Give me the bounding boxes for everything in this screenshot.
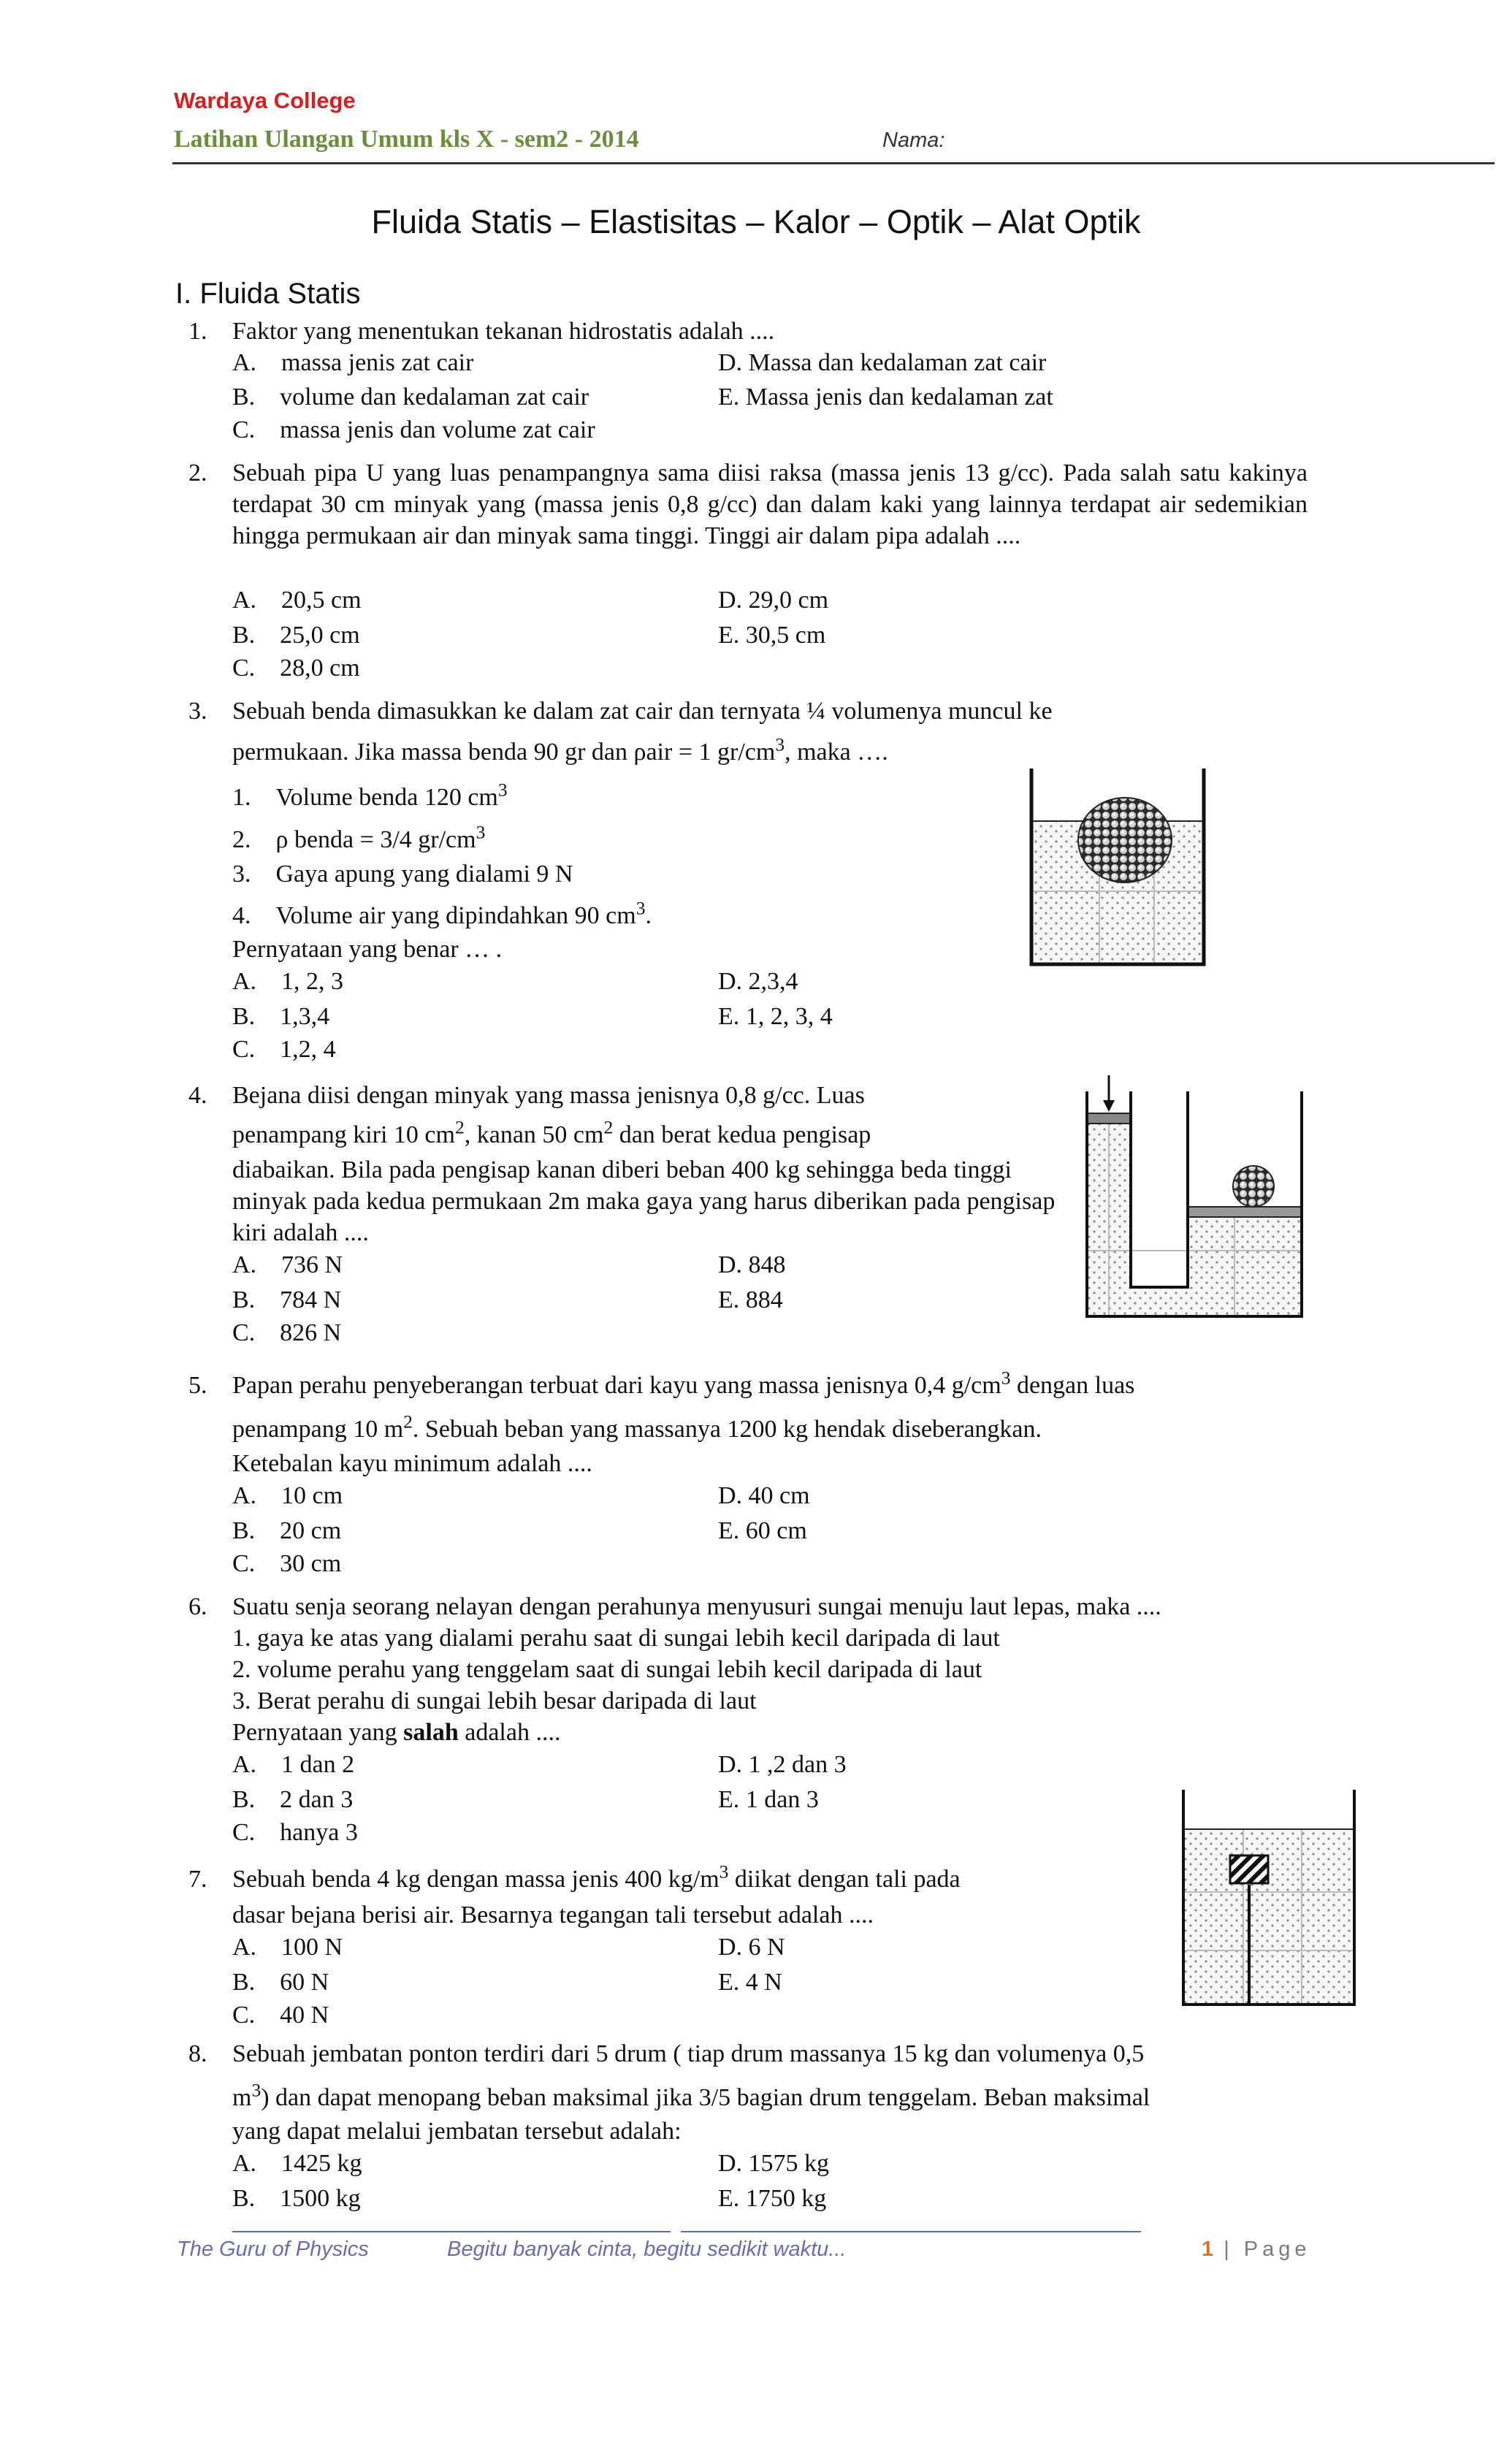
q2-option-a: A. 20,5 cm <box>232 587 362 614</box>
q2-option-d: D. 29,0 cm <box>718 587 829 614</box>
q4-line2: penampang kiri 10 $cm^2$, kanan 50 $cm^2$ dan berat kedua pengisap <box>232 1116 871 1148</box>
q5-option-e: E. 60 cm <box>718 1517 807 1544</box>
college-name: Wardaya College <box>174 88 356 113</box>
q3-option-b: B. 1,3,4 <box>232 1003 330 1030</box>
q2-option-e: E. 30,5 cm <box>718 622 826 649</box>
q8-line3: yang dapat melalui jembatan tersebut adalah: <box>232 2118 682 2145</box>
q5-number: 5. <box>188 1372 207 1399</box>
q5-line3: Ketebalan kayu minimum adalah .... <box>232 1450 592 1477</box>
q7-option-b: B. 60 N <box>232 1969 329 1996</box>
q1-option-c: C. massa jenis dan volume zat cair <box>232 416 595 443</box>
q2-option-c: C. 28,0 cm <box>232 655 360 682</box>
q1-option-a: A. massa jenis zat cair <box>232 349 474 376</box>
page-number: 1 | Page <box>1202 2238 1311 2261</box>
q6-option-b: B. 2 dan 3 <box>232 1786 354 1813</box>
q4-line3: diabaikan. Bila pada pengisap kanan diberi beban 400 kg sehingga beda tinggi minyak pada kedua permukaan 2m maka gaya yang harus diberikan pada pengisap kiri adalah .... <box>232 1156 1056 1246</box>
q5-option-d: D. 40 cm <box>718 1482 810 1509</box>
q7-option-c: C. 40 N <box>232 2002 329 2029</box>
q5-option-a: A. 10 cm <box>232 1482 343 1509</box>
q4-hydraulic-figure <box>1081 1075 1308 1324</box>
q5-line1: Papan perahu penyeberangan terbuat dari kayu yang massa jenisnya 0,4 $g/cm^3$ dengan luas <box>232 1367 1135 1399</box>
q2-number: 2. <box>188 459 207 487</box>
footer-divider-right <box>681 2231 1141 2232</box>
q8-option-a: A. 1425 kg <box>232 2150 362 2177</box>
q3-prompt: Pernyataan yang benar … . <box>232 936 503 963</box>
q3-number: 3. <box>188 698 207 725</box>
q5-line2: penampang 10 $m^2$. Sebuah beban yang massanya 1200 kg hendak diseberangkan. <box>232 1411 1042 1443</box>
q6-prompt: Pernyataan yang salah adalah .... <box>232 1719 561 1746</box>
q4-option-d: D. 848 <box>718 1251 786 1278</box>
header-divider <box>172 162 1495 164</box>
q6-option-d: D. 1 ,2 dan 3 <box>718 1751 847 1778</box>
q6-text: Suatu senja seorang nelayan dengan perahunya menyusuri sungai menuju laut lepas, maka .... <box>232 1593 1161 1620</box>
q6-option-c: C. hanya 3 <box>232 1819 358 1846</box>
q8-option-d: D. 1575 kg <box>718 2150 830 2177</box>
q4-option-b: B. 784 N <box>232 1286 342 1313</box>
q3-floating-ball-figure <box>1023 767 1213 972</box>
q7-line2: dasar bejana berisi air. Besarnya tegangan tali tersebut adalah .... <box>232 1902 874 1929</box>
q1-option-e: E. Massa jenis dan kedalaman zat <box>718 384 1053 411</box>
q1-option-b: B. volume dan kedalaman zat cair <box>232 384 589 411</box>
footer-divider-left <box>232 2231 671 2232</box>
q7-tied-block-figure <box>1178 1790 1360 2009</box>
q3-statement-1: 1. Volume benda 120 $cm^3$ <box>232 779 508 811</box>
q2-option-b: B. 25,0 cm <box>232 622 360 649</box>
section-heading: I. Fluida Statis <box>175 278 361 310</box>
q6-statement-3: 3. Berat perahu di sungai lebih besar daripada di laut <box>232 1687 757 1714</box>
page-title: Fluida Statis – Elastisitas – Kalor – Optik – Alat Optik <box>371 203 1141 240</box>
q8-option-b: B. 1500 kg <box>232 2185 361 2212</box>
q8-line1: Sebuah jembatan ponton terdiri dari 5 drum ( tiap drum massanya 15 kg dan volumenya 0,5 <box>232 2040 1145 2067</box>
q7-option-e: E. 4 N <box>718 1969 782 1996</box>
q3-option-c: C. 1,2, 4 <box>232 1036 336 1063</box>
q6-statement-2: 2. volume perahu yang tenggelam saat di sungai lebih kecil daripada di laut <box>232 1656 982 1683</box>
q1-number: 1. <box>188 318 207 345</box>
q3-option-e: E. 1, 2, 3, 4 <box>718 1003 833 1030</box>
q7-line1: Sebuah benda 4 kg dengan massa jenis 400 $kg/m^3$ diikat dengan tali pada <box>232 1861 961 1893</box>
footer-author: The Guru of Physics <box>177 2238 369 2261</box>
q4-option-a: A. 736 N <box>232 1251 343 1278</box>
q8-number: 8. <box>188 2040 207 2067</box>
name-label: Nama: <box>882 129 945 152</box>
q3-line1: Sebuah benda dimasukkan ke dalam zat cair dan ternyata ¼ volumenya muncul ke <box>232 698 1053 725</box>
q8-option-e: E. 1750 kg <box>718 2185 827 2212</box>
q3-statement-2: 2. ρ benda = 3/4 $gr/cm^3$ <box>232 821 486 853</box>
q3-option-a: A. 1, 2, 3 <box>232 968 344 995</box>
footer-quote: Begitu banyak cinta, begitu sedikit waktu... <box>447 2238 847 2261</box>
q5-option-c: C. 30 cm <box>232 1550 342 1577</box>
q6-option-a: A. 1 dan 2 <box>232 1751 355 1778</box>
q8-line2: $m^3$) dan dapat menopang beban maksimal jika 3/5 bagian drum tenggelam. Beban maksimal <box>232 2079 1150 2111</box>
exam-title: Latihan Ulangan Umum kls X - sem2 - 2014 <box>174 126 639 153</box>
q5-option-b: B. 20 cm <box>232 1517 342 1544</box>
q4-line1: Bejana diisi dengan minyak yang massa jenisnya 0,8 g/cc. Luas <box>232 1082 865 1109</box>
q4-number: 4. <box>188 1082 207 1109</box>
q6-statement-1: 1. gaya ke atas yang dialami perahu saat di sungai lebih kecil daripada di laut <box>232 1625 1000 1652</box>
q7-option-d: D. 6 N <box>718 1934 785 1961</box>
q7-option-a: A. 100 N <box>232 1934 343 1961</box>
q3-statement-3: 3. Gaya apung yang dialami 9 N <box>232 861 573 888</box>
q6-number: 6. <box>188 1593 207 1620</box>
q2-text: Sebuah pipa U yang luas penampangnya sama diisi raksa (massa jenis 13 g/cc). Pada salah satu kakinya terdapat 30 cm minyak yang (massa jenis 0,8 g/cc) dan dalam kaki yang lainnya terdapat air sedemikian hingga permukaan air dan minyak sama tinggi. Tinggi air dalam pipa adalah .... <box>232 459 1308 549</box>
q6-option-e: E. 1 dan 3 <box>718 1786 819 1813</box>
q3-line2: permukaan. Jika massa benda 90 gr dan ρair = 1 $gr/cm^3$, maka …. <box>232 733 888 766</box>
q7-number: 7. <box>188 1866 207 1893</box>
q1-text: Faktor yang menentukan tekanan hidrostatis adalah .... <box>232 318 775 345</box>
q4-option-c: C. 826 N <box>232 1319 342 1346</box>
q4-option-e: E. 884 <box>718 1286 783 1313</box>
q3-statement-4: 4. Volume air yang dipindahkan 90 $cm^3$. <box>232 897 652 929</box>
q1-option-d: D. Massa dan kedalaman zat cair <box>718 349 1047 376</box>
q3-option-d: D. 2,3,4 <box>718 968 798 995</box>
